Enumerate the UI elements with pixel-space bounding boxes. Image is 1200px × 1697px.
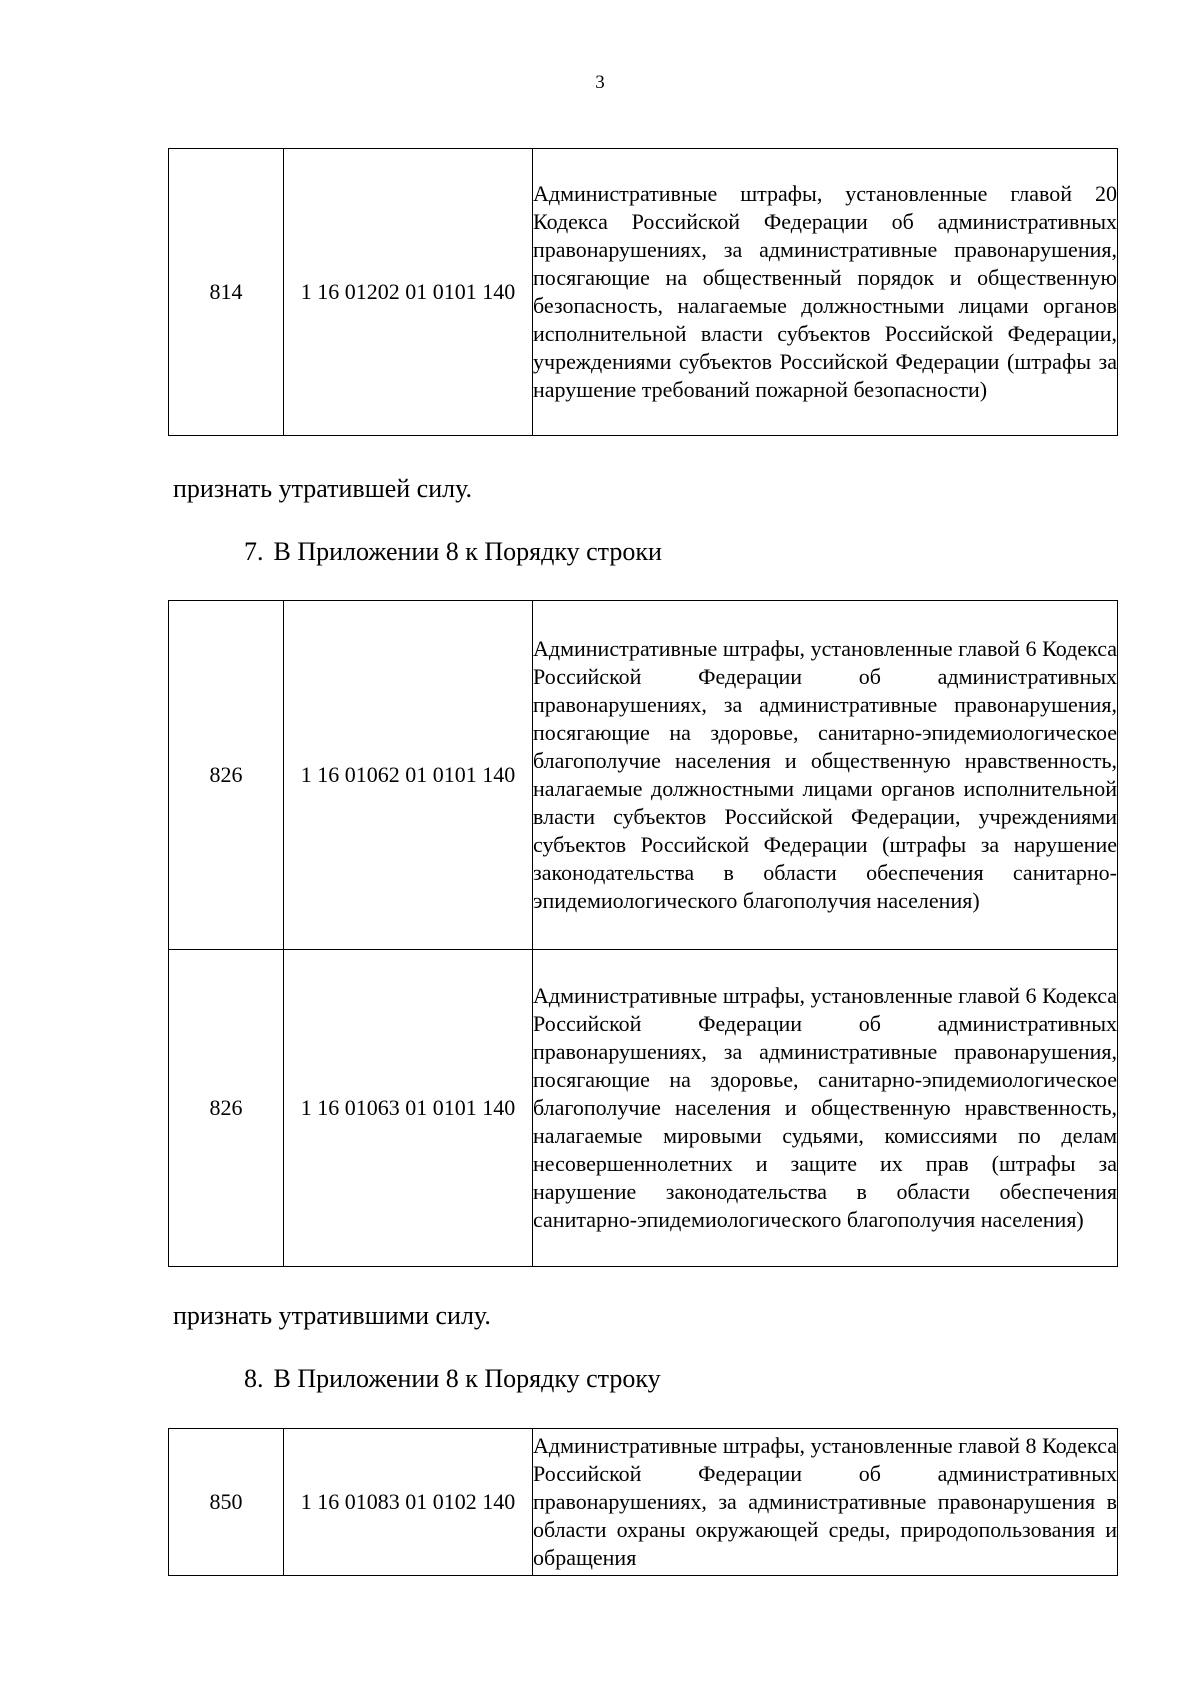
paragraph-repeal-2: признать утратившими силу.: [173, 1301, 491, 1330]
admin-code-cell: 826: [169, 950, 284, 1267]
budget-codes-table-2: [168, 600, 1118, 1267]
kbk-code-cell: 1 16 01202 01 0101 140: [284, 149, 533, 436]
description-cell: Административные штрафы, установленные главой 8 Кодекса Российской Федерации об административных правонарушениях, за административные правонарушения в области охраны окружающей среды, природопользования и обращения: [533, 1429, 1118, 1576]
description-cell: Административные штрафы, установленные главой 6 Кодекса Российской Федерации об административных правонарушениях, за административные правонарушения, посягающие на здоровье, санитарно-эпидемиологическое благополучие населения и общественную нравственность, налагаемые должностными лицами органов исполнительной власти субъектов Российской Федерации, учреждениями субъектов Российской Федерации (штрафы за нарушение законодательства в области обеспечения санитарно-эпидемиологического благополучия населения): [533, 601, 1118, 950]
paragraph-item-8: [244, 1364, 661, 1394]
table-row: [169, 149, 1118, 436]
paragraph-text: В Приложении 8 к Порядку строки: [273, 537, 662, 566]
description-cell: Административные штрафы, установленные главой 20 Кодекса Российской Федерации об административных правонарушениях, за административные правонарушения, посягающие на общественный порядок и общественную безопасность, налагаемые должностными лицами органов исполнительной власти субъектов Российской Федерации, учреждениями субъектов Российской Федерации (штрафы за нарушение требований пожарной безопасности): [533, 149, 1118, 436]
paragraph-number: 7.: [244, 537, 264, 566]
kbk-code-cell: 1 16 01062 01 0101 140: [284, 601, 533, 950]
paragraph-item-7: [244, 537, 662, 567]
table-row: [169, 1429, 1118, 1576]
table-row: [169, 601, 1118, 950]
page-number: 3: [595, 72, 605, 93]
kbk-code-cell: 1 16 01083 01 0102 140: [284, 1429, 533, 1576]
paragraph-number: 8.: [244, 1364, 264, 1393]
admin-code-cell: 814: [169, 149, 284, 436]
paragraph-text: В Приложении 8 к Порядку строку: [273, 1364, 661, 1393]
admin-code-cell: 850: [169, 1429, 284, 1576]
paragraph-repeal-1: признать утратившей силу.: [173, 474, 472, 503]
budget-codes-table-1: [168, 148, 1118, 436]
kbk-code-cell: 1 16 01063 01 0101 140: [284, 950, 533, 1267]
admin-code-cell: 826: [169, 601, 284, 950]
budget-codes-table-3: [168, 1428, 1118, 1576]
description-cell: Административные штрафы, установленные главой 6 Кодекса Российской Федерации об административных правонарушениях, за административные правонарушения, посягающие на здоровье, санитарно-эпидемиологическое благополучие населения и общественную нравственность, налагаемые мировыми судьями, комиссиями по делам несовершеннолетних и защите их прав (штрафы за нарушение законодательства в области обеспечения санитарно-эпидемиологического благополучия населения): [533, 950, 1118, 1267]
table-row: [169, 950, 1118, 1267]
